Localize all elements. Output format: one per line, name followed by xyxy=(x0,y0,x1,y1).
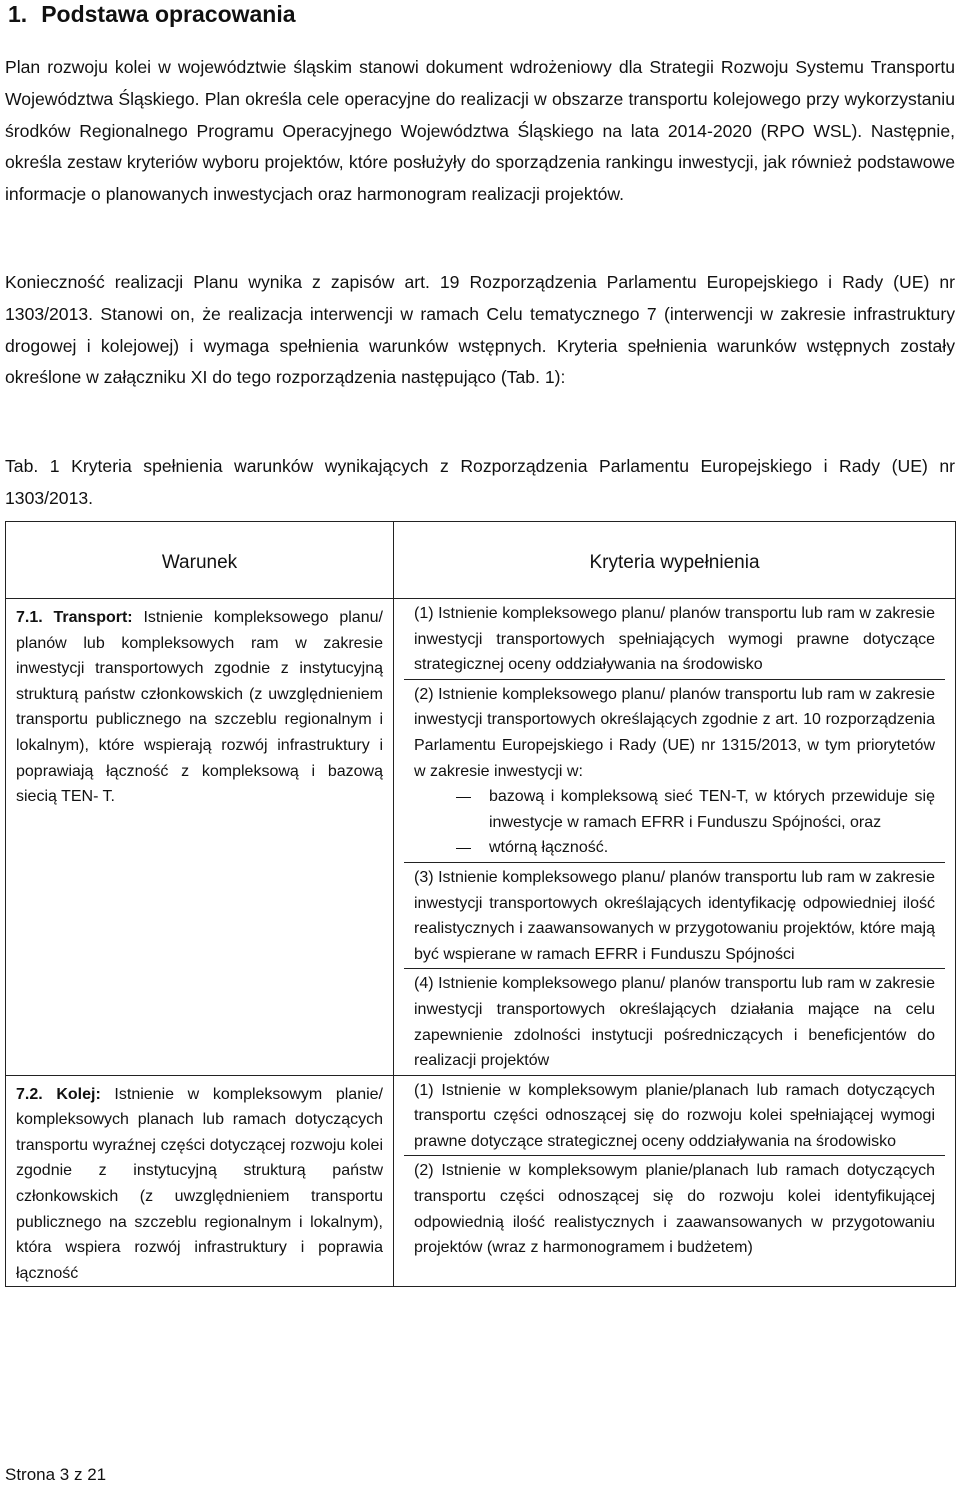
criterion-bullet: bazową i kompleksową sieć TEN-T, w których przewiduje się inwestycje w ramach EFRR i Funduszu Spójności, oraz xyxy=(456,784,935,835)
condition-text-block xyxy=(16,599,383,810)
condition-text-block xyxy=(16,1076,383,1287)
section-heading xyxy=(8,0,296,28)
criterion-item xyxy=(404,680,945,863)
criterion-item: (2) Istnienie w kompleksowym planie/planach lub ramach dotyczących transportu części odnoszącej się do rozwoju kolei identyfikującej odpowiednią ilość realistycznych i zaawansowanych w przygotowaniu projektów (wraz z harmonogramem i budżetem) xyxy=(414,1162,935,1257)
table-caption: Tab. 1 Kryteria spełnienia warunków wynikających z Rozporządzenia Parlamentu Europejskiego i Rady (UE) nr 1303/2013. xyxy=(5,456,955,508)
condition-code: 7.1. xyxy=(16,609,43,626)
criteria-cell xyxy=(394,599,956,1076)
criteria-table xyxy=(5,521,956,1287)
criteria-cell xyxy=(394,1075,956,1287)
table-header-row xyxy=(6,522,956,599)
condition-text: Istnienie w kompleksowym planie/ kompleksowych planach lub ramach dotyczących transportu wyraźnej części dotyczącej rozwoju kolei zgodnie z instytucyjną strukturą państw członkowskich (z uwzględnieniem transportu publicznego na szczeblu regionalnym i lokalnym), która wspiera rozwój infrastruktury i poprawia łączność xyxy=(16,1085,383,1282)
criterion-item: (1) Istnienie kompleksowego planu/ planów transportu lub ram w zakresie inwestycji transportowych spełniających wymogi prawne dotyczące strategicznej oceny oddziaływania na środowisko xyxy=(404,599,945,680)
criterion-bullet: wtórną łączność. xyxy=(456,835,935,861)
paragraph-legal-basis: Konieczność realizacji Planu wynika z zapisów art. 19 Rozporządzenia Parlamentu Europejskiego i Rady (UE) nr 1303/2013. Stanowi on, że realizacja interwencji w ramach Celu tematycznego 7 (interwencji w zakresie infrastruktury drogowej i kolejowej) i wymaga spełnienia warunków wstępnych. Kryteria spełnienia warunków wstępnych zostały określone w załączniku XI do tego rozporządzenia następująco (Tab. 1): xyxy=(5,272,955,388)
condition-text: Istnienie kompleksowego planu/ planów lub kompleksowych ram w zakresie inwestycji transportowych zgodnie z instytucyjną strukturą państw członkowskich (z uwzględnieniem transportu publicznego na szczeblu regionalnym i lokalnym), które wspierają rozwój infrastruktury i poprawiają łączność z kompleksową i bazową siecią TEN- T. xyxy=(16,609,383,806)
condition-name: Kolej: xyxy=(56,1085,101,1103)
page-number: Strona 3 z 21 xyxy=(5,1465,107,1484)
criterion-item: (3) Istnienie kompleksowego planu/ planów transportu lub ram w zakresie inwestycji transportowych określających identyfikację odpowiedniej ilość realistycznych i zaawansowanych w przygotowaniu projektów, które mają być wspierane w ramach EFRR i Funduszu Spójności xyxy=(404,863,945,969)
criterion-item: (1) Istnienie w kompleksowym planie/planach lub ramach dotyczących transportu części odnoszącej się do rozwoju kolei spełniającej wymogi prawne dotyczące strategicznej oceny oddziaływania na środowisko xyxy=(404,1076,945,1157)
condition-code: 7.2. xyxy=(16,1085,43,1103)
paragraph-intro: Plan rozwoju kolei w województwie śląskim stanowi dokument wdrożeniowy dla Strategii Rozwoju Systemu Transportu Województwa Śląskiego. Plan określa cele operacyjne do realizacji w obszarze transportu kolejowego przy wykorzystaniu środków Regionalnego Programu Operacyjnego Województwa Śląskiego na lata 2014-2020 (RPO WSL). Następnie, określa zestaw kryteriów wyboru projektów, które posłużyły do sporządzenia rankingu inwestycji, jak również podstawowe informacje o planowanych inwestycjach oraz harmonogram realizacji projektów. xyxy=(5,57,955,205)
section-title: Podstawa opracowania xyxy=(41,1,296,27)
condition-cell xyxy=(6,1075,394,1287)
header-criteria: Kryteria wypełnienia xyxy=(394,522,956,599)
table-row xyxy=(6,1075,956,1287)
header-condition: Warunek xyxy=(6,522,394,599)
condition-cell xyxy=(6,599,394,1076)
table-row xyxy=(6,599,956,1076)
section-number: 1. xyxy=(8,1,28,27)
condition-name: Transport: xyxy=(53,609,133,626)
criterion-text: (2) Istnienie kompleksowego planu/ planów transportu lub ram w zakresie inwestycji transportowych określających zgodnie z art. 10 rozporządzenia Parlamentu Europejskiego i Rady (UE) nr 1315/2013, w tym priorytetów w zakresie inwestycji w: xyxy=(414,685,935,780)
criterion-bullet-list xyxy=(414,784,935,861)
criterion-item: (4) Istnienie kompleksowego planu/ planów transportu lub ram w zakresie inwestycji transportowych określających działania mające na celu zapewnienie zdolności instytucji pośredniczących i beneficjentów do realizacji projektów xyxy=(414,975,935,1070)
